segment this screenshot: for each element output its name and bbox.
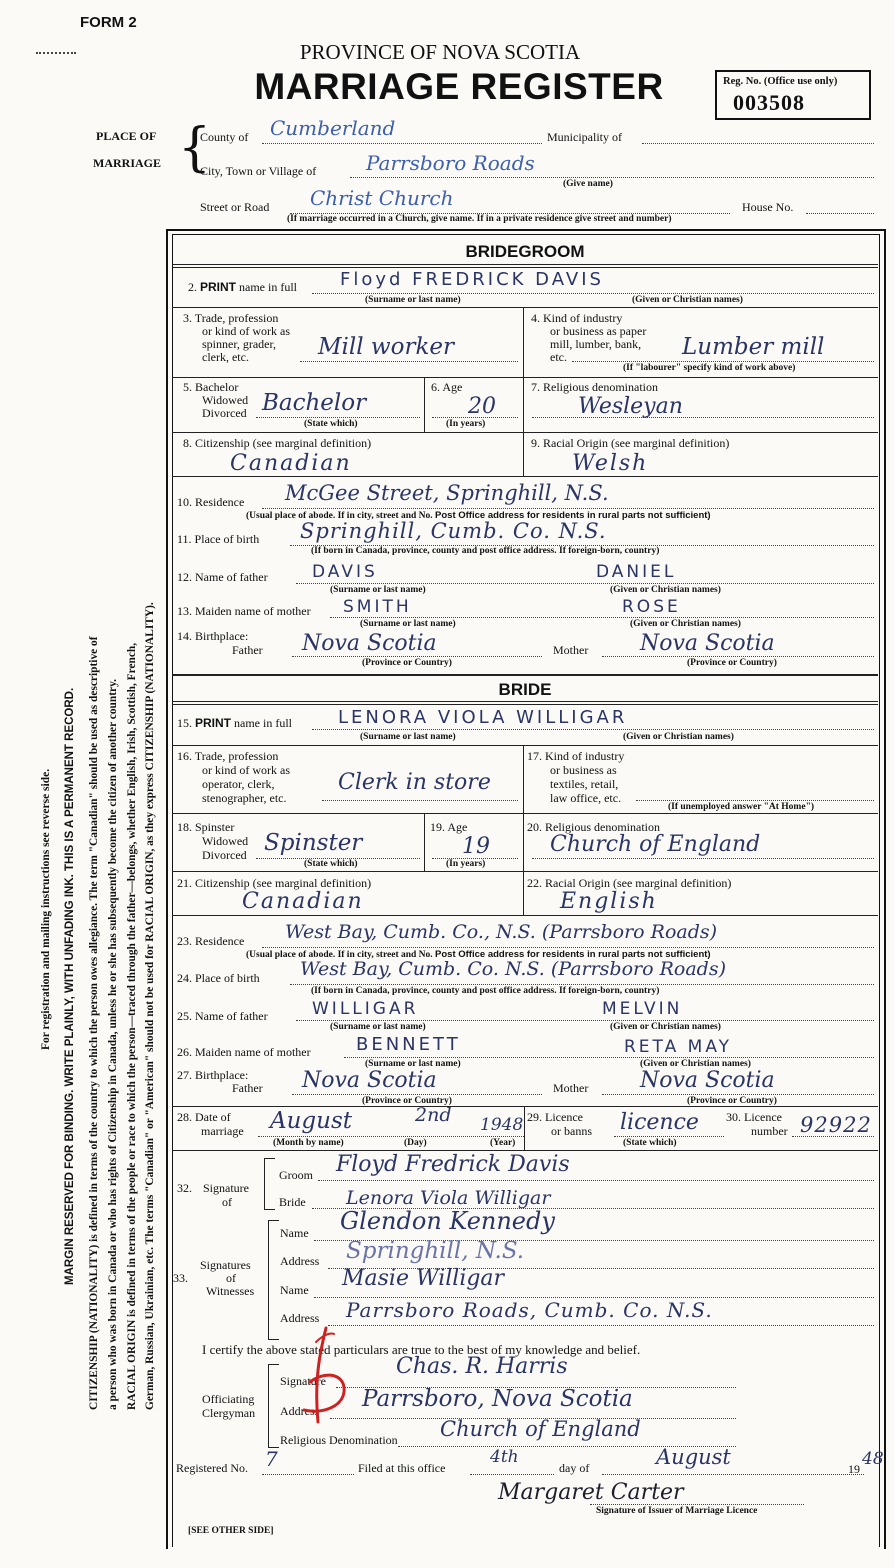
groom-age: 20 [468,394,496,419]
bride-birth-label: 24. Place of birth [177,971,260,985]
bride-racial-label: 22. Racial Origin (see marginal definition) [527,876,732,890]
give-name-note: (Give name) [563,179,613,189]
place-brace: { [178,118,212,178]
w1-name-label: Name [280,1226,309,1240]
signature-label-1: Signature [203,1181,249,1195]
groom-father-province-note: (Province or Country) [362,658,452,668]
groom-given-note: (Given or Christian names) [632,295,743,305]
witness-brace [268,1220,279,1340]
margin-mark [36,52,76,54]
city-label: City, Town or Village of [200,164,317,178]
bride-mother-label: 26. Maiden name of mother [177,1045,311,1059]
bride-trade-label-4: stenographer, etc. [202,791,287,805]
filed-month: August [656,1445,731,1469]
groom-racial-label: 9. Racial Origin (see marginal definition) [531,436,730,450]
groom-mother-birthplace: Nova Scotia [640,631,775,656]
reg-no-value: 003508 [733,90,805,115]
bride-mother-given: RETA MAY [624,1037,733,1057]
bride-sig-label: Bride [279,1195,306,1209]
bride-trade-label-3: operator, clerk, [202,777,275,791]
municipality-label: Municipality of [547,130,622,144]
bride-trade-label-1: 16. Trade, profession [177,749,279,763]
groom-age-label: 6. Age [431,380,463,394]
bride-residence: West Bay, Cumb. Co., N.S. (Parrsboro Roads) [285,921,718,943]
groom-trade-label-2: or kind of work as [202,324,290,338]
bride-religion-label: 20. Religious denomination [527,820,660,834]
county-label: County of [200,130,249,144]
groom-mother-label: 13. Maiden name of mother [177,604,311,618]
groom-surname-note: (Surname or last name) [365,295,461,305]
bride-given-note: (Given or Christian names) [623,732,734,742]
groom-industry-label-2: or business as paper [550,324,647,338]
signature-label-2: of [222,1195,232,1209]
bride-residence-label: 23. Residence [177,934,245,948]
filed-day: 4th [490,1447,519,1467]
bride-father-given: MELVIN [602,999,683,1019]
groom-industry: Lumber mill [682,334,825,360]
witness-label-2: of [226,1271,236,1285]
bride-name: LENORA VIOLA WILLIGAR [338,707,628,728]
margin-racial-1: RACIAL ORIGIN is defined in terms of the people or race to which the person—traced through the father—belongs, whether English, Irish, Scottish, French, [126,642,138,1410]
day-note: (Day) [404,1138,427,1148]
groom-father-label: 12. Name of father [177,570,268,584]
bride-status-label-3: Divorced [202,848,247,862]
groom-citizenship: Canadian [230,451,352,476]
registered-number: 7 [265,1447,278,1471]
groom-name: Floyd FREDRICK DAVIS [340,269,604,290]
witness-label-num: 33. [173,1271,188,1285]
groom-signature: Floyd Fredrick Davis [336,1152,570,1177]
groom-trade: Mill worker [318,334,455,360]
clergy-address: Parrsboro, Nova Scotia [362,1386,633,1412]
groom-birth: Springhill, Cumb. Co. N.S. [300,519,607,543]
red-check-mark [296,1322,356,1434]
bride-mother-given-note: (Given or Christian names) [640,1059,751,1069]
bride-father-province-note: (Province or Country) [362,1096,452,1106]
street-value: Christ Church [310,186,454,210]
bride-residence-note: (Usual place of abode. If in city, street and No. Post Office address for residents in rural parts not sufficient) [246,949,711,960]
clergy-denom-label: Religious Denomination [280,1433,398,1447]
clergy-denomination: Church of England [440,1417,641,1441]
groom-father-word: Father [232,643,263,657]
bride-birth-note: (If born in Canada, province, county and post office address. If foreign-born, country) [311,986,660,996]
church-note: (If marriage occurred in a Church, give name. If in a private residence give street and number) [287,214,672,224]
bride-name-label: 15. PRINT name in full [177,716,292,730]
witness-label-3: Witnesses [206,1284,255,1298]
bride-father-given-note: (Given or Christian names) [610,1022,721,1032]
bride-father-surname: WILLIGAR [312,999,419,1019]
issuer-label: Signature of Issuer of Marriage Licence [596,1506,758,1516]
groom-residence-note: (Usual place of abode. If in city, street and No. Post Office address for residents in rural parts not sufficient) [246,510,711,521]
groom-father-given-note: (Given or Christian names) [610,585,721,595]
street-label: Street or Road [200,200,270,214]
groom-father-surname: DAVIS [312,562,378,582]
groom-state-which: (State which) [304,419,358,429]
margin-citizenship-2: a person who was born in Canada or who has rights of Citizenship in Canada, unless he or she has subsequently become the citizen of another country. [107,679,119,1410]
house-no-label: House No. [742,200,794,214]
bride-surname-note: (Surname or last name) [360,732,456,742]
groom-industry-label-3: mill, lumber, bank, [550,337,642,351]
date-label-1: 28. Date of [177,1110,231,1124]
bride-mother-birthplace: Nova Scotia [640,1068,775,1093]
groom-residence-label: 10. Residence [177,495,245,509]
groom-status: Bachelor [262,390,367,416]
officiating-label-2: Clergyman [202,1406,256,1420]
w1-address: Springhill, N.S. [346,1238,525,1264]
filed-label: Filed at this office [358,1461,446,1475]
marriage-day: 2nd [415,1104,452,1126]
groom-trade-label-1: 3. Trade, profession [183,311,279,325]
see-other-side: [SEE OTHER SIDE] [188,1526,274,1536]
w1-name: Glendon Kennedy [340,1207,555,1235]
province-heading: PROVINCE OF NOVA SCOTIA [299,40,581,64]
groom-father-surname-note: (Surname or last name) [330,585,426,595]
groom-birth-note: (If born in Canada, province, county and post office address. If foreign-born, country) [311,546,660,556]
licence-label-2: or banns [551,1124,592,1138]
bride-age-label: 19. Age [430,820,468,834]
groom-name-label: 2. PRINT name in full [188,280,297,294]
bride-in-years: (In years) [446,859,486,869]
groom-mother-province-note: (Province or Country) [687,658,777,668]
bride-trade-label-2: or kind of work as [202,763,290,777]
clergy-signature: Chas. R. Harris [396,1354,568,1379]
bride-trade: Clerk in store [338,770,491,795]
groom-mother-word: Mother [553,643,589,657]
licence-value: licence [620,1110,699,1135]
marriage-year: 1948 [480,1115,524,1135]
bride-mother-word: Mother [553,1081,589,1095]
groom-trade-label-4: clerk, etc. [202,350,249,364]
licence-state-which: (State which) [623,1138,677,1148]
reg-no-box [715,70,871,120]
groom-father-given: DANIEL [596,562,677,582]
groom-religion-label: 7. Religious denomination [531,380,658,394]
groom-citizenship-label: 8. Citizenship (see marginal definition) [183,436,372,450]
city-value: Parrsboro Roads [366,151,535,175]
county-value: Cumberland [270,116,396,140]
groom-status-label-3: Divorced [202,406,247,420]
bride-father-birthplace: Nova Scotia [302,1068,437,1093]
groom-sig-label: Groom [279,1168,313,1182]
groom-birth-label: 11. Place of birth [177,532,260,546]
margin-racial-2: German, Russian, Ukrainian, etc. The terms "Canadian" or "American" should not be used for RACIAL ORIGIN, as they express CITIZENSHIP (NATIONALITY). [144,602,156,1410]
certify-text: I certify the above stated particulars are true to the best of my knowledge and belief. [202,1342,641,1357]
w2-name: Masie Willigar [342,1266,505,1291]
bride-status-label-1: 18. Spinster [177,820,235,834]
licence-label-1: 29. Licence [527,1110,583,1124]
bride-father-word: Father [232,1081,263,1095]
bride-citizenship: Canadian [242,889,364,914]
margin-reserved: MARGIN RESERVED FOR BINDING. WRITE PLAINLY, WITH UNFADING INK. THIS IS A PERMANENT RECORD. [64,687,76,1285]
bride-mother-province-note: (Province or Country) [687,1096,777,1106]
bride-industry-label-1: 17. Kind of industry [527,749,625,763]
clergy-brace [268,1364,279,1448]
officiating-label-1: Officiating [202,1392,255,1406]
groom-racial: Welsh [572,451,649,476]
clergy-addr-label: Address [280,1404,320,1418]
bride-status-label-2: Widowed [202,834,249,848]
bride-father-surname-note: (Surname or last name) [330,1022,426,1032]
w1-address-label: Address [280,1254,320,1268]
place-label-1: PLACE OF [96,129,157,143]
signature-label-num: 32. [177,1181,192,1195]
groom-status-label-1: 5. Bachelor [183,380,239,394]
groom-labourer-note: (If "labourer" specify kind of work above) [623,363,796,373]
groom-birthplace-label: 14. Birthplace: [177,629,249,643]
groom-residence: McGee Street, Springhill, N.S. [285,481,609,505]
bride-signature: Lenora Viola Willigar [346,1187,551,1209]
groom-mother-given: ROSE [622,597,681,617]
bride-state-which: (State which) [304,859,358,869]
reg-no-label: Reg. No. (Office use only) [723,76,838,87]
groom-religion: Wesleyan [578,394,683,419]
bride-father-label: 25. Name of father [177,1009,268,1023]
bride-mother-surname: BENNETT [356,1034,461,1055]
signature-brace [264,1158,275,1210]
marriage-month: August [270,1108,353,1134]
groom-trade-label-3: spinner, grader, [202,337,277,351]
bride-heading: BRIDE [498,680,552,699]
bride-religion: Church of England [550,832,761,857]
licence-number: 92922 [800,1113,872,1137]
bride-industry-label-4: law office, etc. [550,791,622,805]
margin-citizenship-1: CITIZENSHIP (NATIONALITY) is defined in terms of the country to which the person owes allegiance. The term "Canadian" should be used as descriptive of [88,636,100,1410]
year-note: (Year) [490,1138,516,1148]
bride-unemployed-note: (If unemployed answer "At Home") [668,802,815,812]
margin-instructions: For registration and mailing instructions see reverse side. [40,768,52,1050]
groom-mother-given-note: (Given or Christian names) [630,619,741,629]
day-of-label: day of [559,1461,590,1475]
bridegroom-heading: BRIDEGROOM [465,242,585,261]
filed-year-prefix: 19 [848,1462,860,1476]
groom-industry-label-4: etc. [550,350,567,364]
bride-mother-surname-note: (Surname or last name) [365,1059,461,1069]
bride-age: 19 [462,834,490,859]
groom-in-years: (In years) [446,419,486,429]
clergy-sig-label: Signature [280,1374,326,1388]
issuer-signature: Margaret Carter [498,1480,684,1505]
bride-citizenship-label: 21. Citizenship (see marginal definition) [177,876,372,890]
groom-father-birthplace: Nova Scotia [302,631,437,656]
place-label-2: MARRIAGE [93,156,161,170]
date-label-2: marriage [201,1124,244,1138]
groom-status-label-2: Widowed [202,393,249,407]
registered-label: Registered No. [176,1461,248,1475]
bride-racial: English [560,889,658,914]
witness-label-1: Signatures [200,1258,251,1272]
filed-year-suffix: 48 [862,1449,884,1469]
bride-industry-label-2: or business as [550,763,617,777]
bride-status: Spinster [264,830,363,856]
bride-industry-label-3: textiles, retail, [550,777,619,791]
page-title: MARRIAGE REGISTER [254,66,664,107]
licence-number-label-2: number [751,1124,788,1138]
w2-name-label: Name [280,1283,309,1297]
w2-address-label: Address [280,1311,320,1325]
groom-mother-surname: SMITH [343,597,412,617]
month-note: (Month by name) [273,1138,344,1148]
form-number: FORM 2 [80,14,137,31]
bride-birth: West Bay, Cumb. Co. N.S. (Parrsboro Roads) [300,958,726,980]
bride-birthplace-label: 27. Birthplace: [177,1068,249,1082]
licence-number-label-1: 30. Licence [726,1110,782,1124]
w2-address: Parrsboro Roads, Cumb. Co. N.S. [346,1298,713,1322]
groom-industry-label-1: 4. Kind of industry [531,311,623,325]
groom-mother-surname-note: (Surname or last name) [360,619,456,629]
